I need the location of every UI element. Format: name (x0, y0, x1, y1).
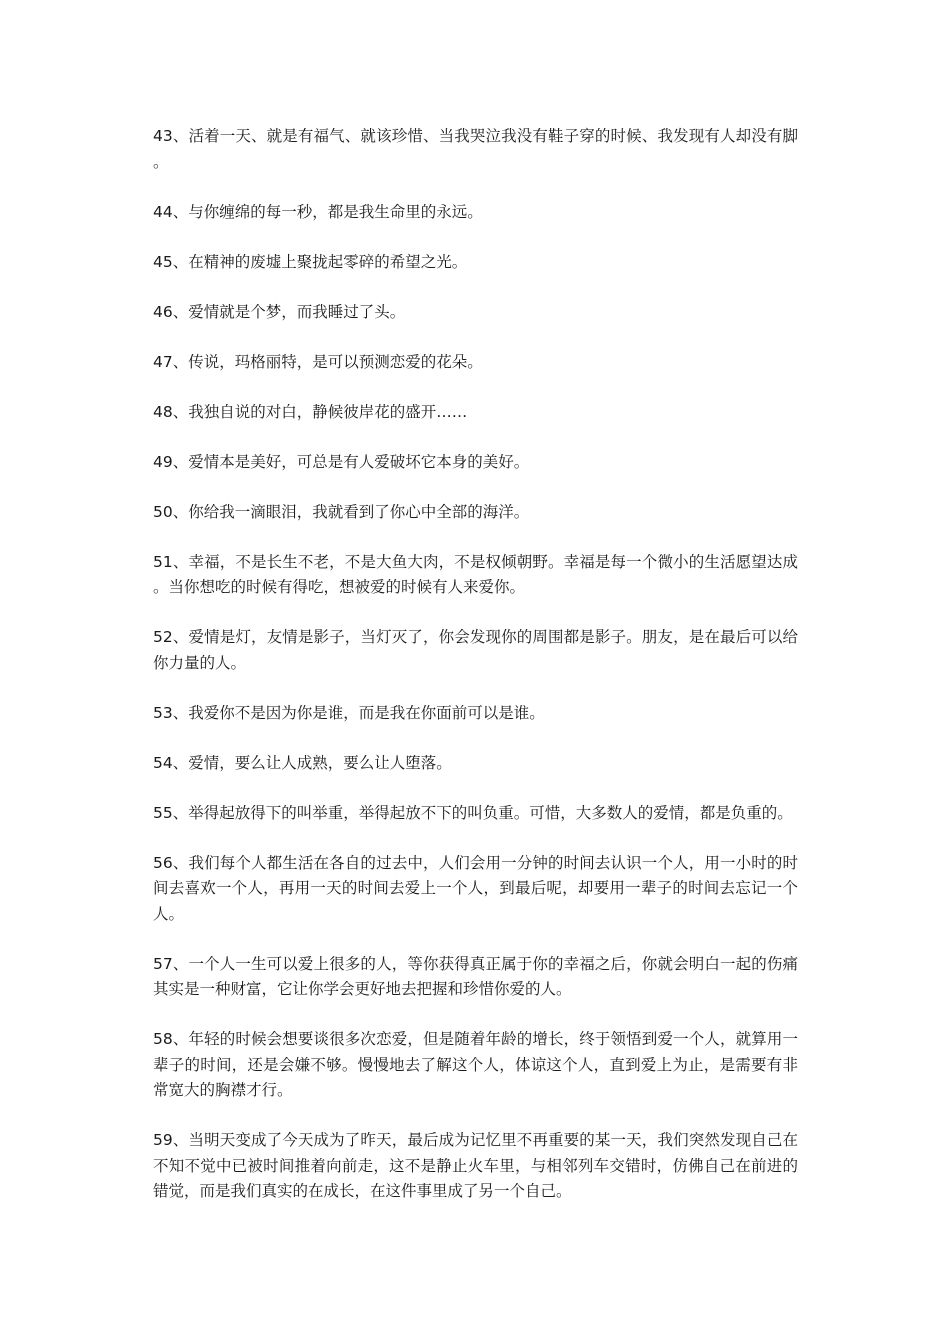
quote-list (153, 124, 798, 1229)
quote-49: 49、爱情本是美好，可总是有人爱破坏它本身的美好。 (153, 452, 530, 471)
quote-56: 56、我们每个人都生活在各自的过去中，人们会用一分钟的时间去认识一个人，用一小时的时间去喜欢一个人，再用一天的时间去爱上一个人，到最后呢，却要用一辈子的时间去忘记一个人。 (153, 853, 798, 923)
quote-48: 48、我独自说的对白，静候彼岸花的盛开…… (153, 402, 468, 421)
quote-45: 45、在精神的废墟上聚拢起零碎的希望之光。 (153, 252, 468, 271)
quote-52: 52、爱情是灯，友情是影子，当灯灭了，你会发现你的周围都是影子。朋友，是在最后可以给你力量的人。 (153, 628, 798, 672)
quote-55: 55、举得起放得下的叫举重，举得起放不下的叫负重。可惜，大多数人的爱情，都是负重的。 (153, 803, 793, 822)
quote-46: 46、爱情就是个梦，而我睡过了头。 (153, 302, 406, 321)
quote-58: 58、年轻的时候会想要谈很多次恋爱，但是随着年龄的增长，终于领悟到爱一个人，就算用一辈子的时间，还是会嫌不够。慢慢地去了解这个人，体谅这个人，直到爱上为止，是需要有非常宽大的胸襟才行。 (153, 1030, 798, 1099)
quote-47: 47、传说，玛格丽特，是可以预测恋爱的花朵。 (153, 352, 483, 371)
quote-53: 53、我爱你不是因为你是谁，而是我在你面前可以是谁。 (153, 703, 545, 722)
quote-51: 51、幸福，不是长生不老，不是大鱼大肉，不是权倾朝野。幸福是每一个微小的生活愿望达成。当你想吃的时候有得吃，想被爱的时候有人来爱你。 (153, 552, 798, 596)
quote-54: 54、爱情，要么让人成熟，要么让人堕落。 (153, 753, 452, 772)
quote-57: 57、一个人一生可以爱上很多的人，等你获得真正属于你的幸福之后，你就会明白一起的伤痛其实是一种财富，它让你学会更好地去把握和珍惜你爱的人。 (153, 954, 798, 998)
quote-43: 43、活着一天、就是有福气、就该珍惜、当我哭泣我没有鞋子穿的时候、我发现有人却没有脚。 (153, 127, 798, 171)
quote-50: 50、你给我一滴眼泪，我就看到了你心中全部的海洋。 (153, 502, 530, 521)
quote-44: 44、与你缠绵的每一秒，都是我生命里的永远。 (153, 202, 483, 221)
quote-59: 59、当明天变成了今天成为了昨天，最后成为记忆里不再重要的某一天，我们突然发现自己在不知不觉中已被时间推着向前走，这不是静止火车里，与相邻列车交错时，仿佛自己在前进的错觉，而是我们真实的在成长，在这件事里成了另一个自己。 (153, 1131, 798, 1200)
